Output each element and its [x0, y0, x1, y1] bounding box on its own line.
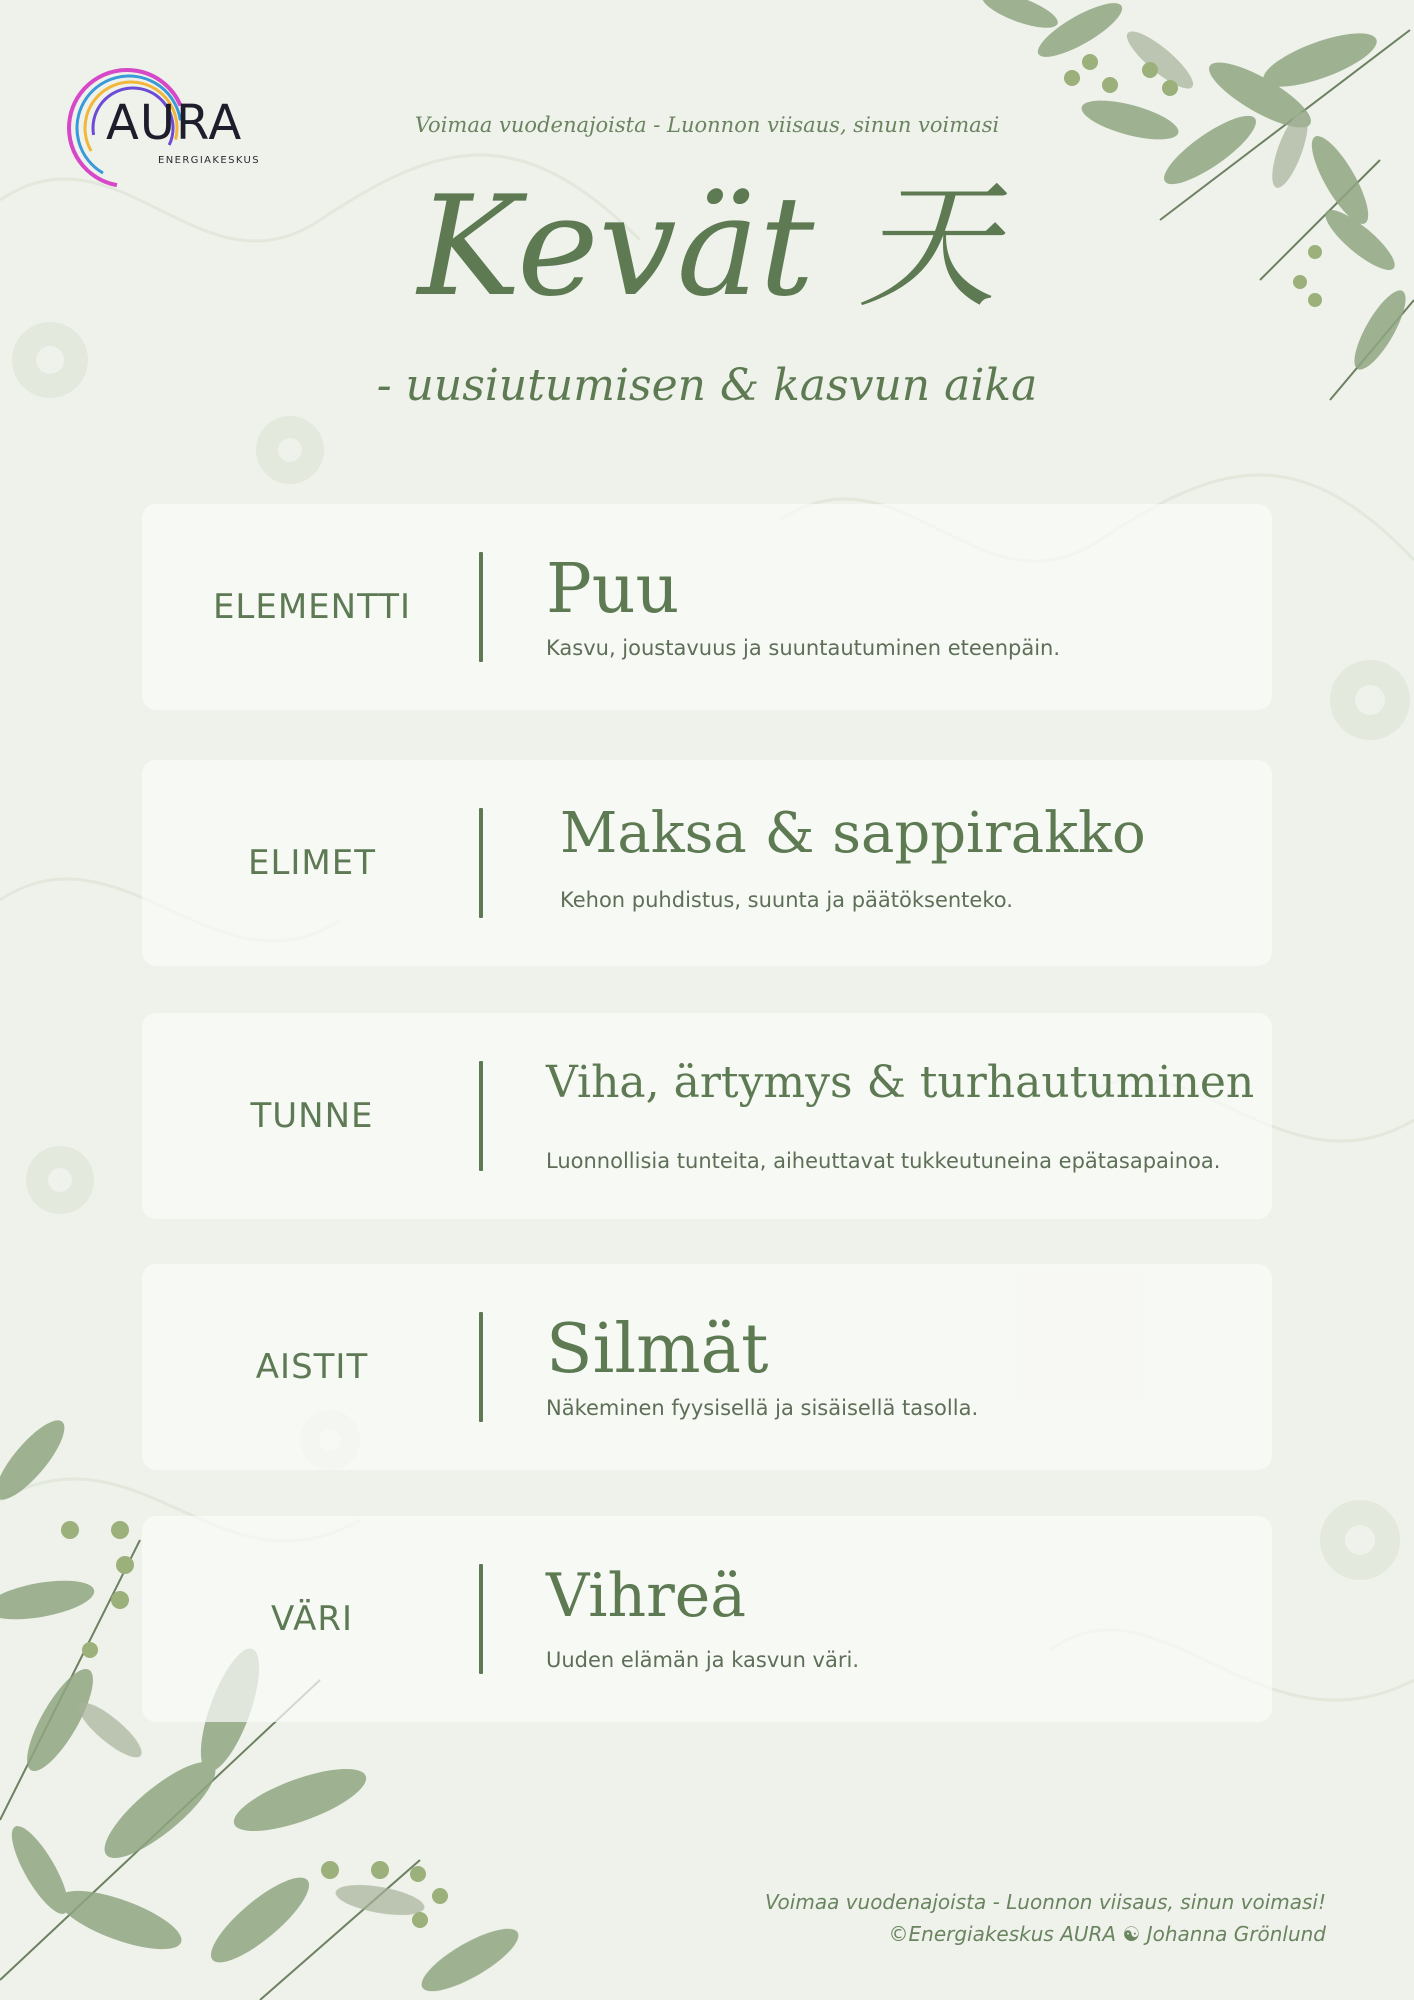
- card-label: ELEMENTTI: [212, 587, 412, 627]
- card-divider: [479, 808, 483, 918]
- card-divider: [479, 1564, 483, 1674]
- card-label: AISTIT: [255, 1347, 369, 1387]
- header-tagline: Voimaa vuodenajoista - Luonnon viisaus, sinun voimasi: [414, 113, 1000, 137]
- card-value: Silmät: [546, 1310, 769, 1389]
- page-subtitle: - uusiutumisen & kasvun aika: [376, 360, 1038, 411]
- card-description: Kehon puhdistus, suunta ja päätöksenteko.: [560, 888, 1013, 912]
- card-divider: [479, 1061, 483, 1171]
- card-organs: [142, 760, 1272, 966]
- card-label: VÄRI: [271, 1599, 353, 1639]
- card-description: Uuden elämän ja kasvun väri.: [546, 1648, 859, 1672]
- card-label: TUNNE: [250, 1096, 374, 1136]
- card-senses: [142, 1264, 1272, 1470]
- card-value: Viha, ärtymys & turhautuminen: [546, 1057, 1255, 1108]
- page-title: Kevät 天: [417, 166, 997, 327]
- footer-tagline: Voimaa vuodenajoista - Luonnon viisaus, sinun voimasi!: [765, 1890, 1326, 1914]
- card-description: Luonnollisia tunteita, aiheuttavat tukkeutuneina epätasapainoa.: [546, 1149, 1221, 1173]
- card-value: Vihreä: [546, 1561, 747, 1631]
- logo-subtitle: ENERGIAKESKUS: [158, 155, 260, 166]
- card-label: ELIMET: [247, 843, 377, 883]
- card-value: Puu: [546, 550, 680, 629]
- footer-copyright: ©Energiakeskus AURA ☯ Johanna Grönlund: [888, 1922, 1326, 1946]
- card-value: Maksa & sappirakko: [560, 801, 1146, 866]
- card-divider: [479, 1312, 483, 1422]
- card-element: [142, 504, 1272, 710]
- card-description: Kasvu, joustavuus ja suuntautuminen eteenpäin.: [546, 636, 1061, 660]
- card-description: Näkeminen fyysisellä ja sisäisellä tasolla.: [546, 1396, 979, 1420]
- card-emotion: [142, 1013, 1272, 1219]
- logo-name: AURA: [106, 95, 243, 151]
- card-color: [142, 1516, 1272, 1722]
- card-divider: [479, 552, 483, 662]
